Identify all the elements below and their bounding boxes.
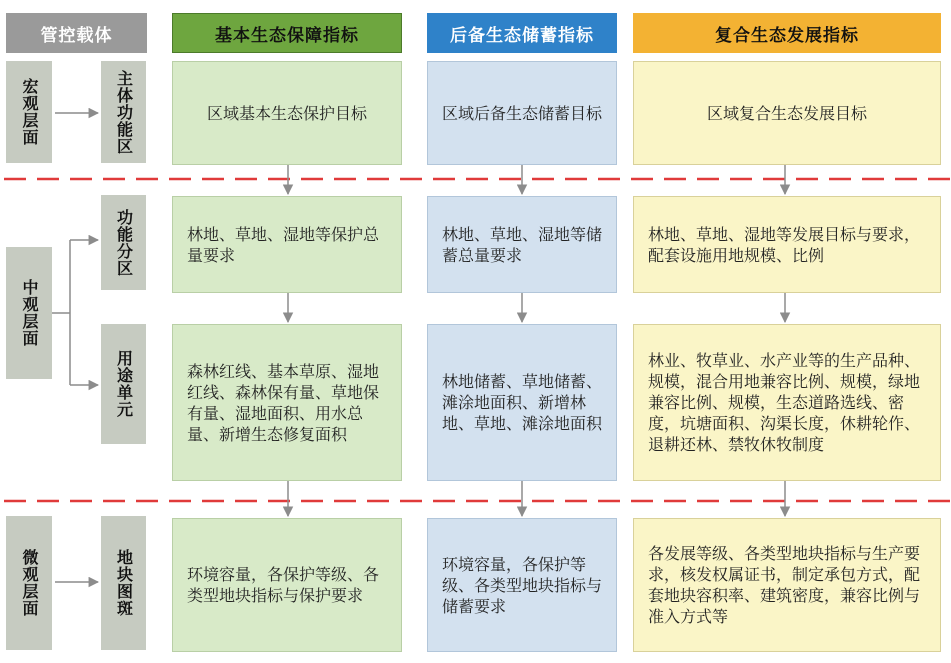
- box-zoning-composite: [633, 196, 941, 293]
- box-text: 森林红线、基本草原、湿地红线、森林保有量、草地保有量、湿地面积、用水总量、新增生态修复面积: [187, 361, 380, 444]
- sub-level-land-patch: 地块图斑: [101, 516, 146, 650]
- box-text: 林地储蓄、草地储蓄、滩涂地面积、新增林地、草地、滩涂地面积: [442, 372, 603, 433]
- box-unit-composite: [633, 324, 941, 481]
- box-macro-reserve: [427, 61, 617, 165]
- box-micro-composite: [633, 518, 941, 652]
- level-meso: 中观层面: [6, 247, 52, 379]
- box-text: 区域基本生态保护目标: [206, 103, 367, 123]
- box-text: 区域后备生态储蓄目标: [442, 103, 603, 123]
- box-micro-basic: [172, 518, 402, 652]
- box-text: 区域复合生态发展目标: [706, 103, 867, 123]
- box-zoning-reserve: [427, 196, 617, 293]
- header-control-carrier: 管控载体: [6, 13, 147, 53]
- header-reserve-indicators: 后备生态储蓄指标: [427, 13, 617, 53]
- box-micro-reserve: [427, 518, 617, 652]
- box-macro-basic: [172, 61, 402, 165]
- box-zoning-basic: [172, 196, 402, 293]
- box-text: 林地、草地、湿地等储蓄总量要求: [442, 224, 603, 265]
- box-text: 林业、牧草业、水产业等的生产品种、规模，混合用地兼容比例、规模，绿地兼容比例、规模，生态道路选线、密度，坑塘面积、沟渠长度，休耕轮作、退耕还林、禁牧休牧制度: [648, 351, 921, 454]
- level-macro: 宏观层面: [6, 61, 52, 163]
- box-text: 环境容量，各保护等级、各类型地块指标与保护要求: [187, 565, 380, 605]
- header-basic-indicators: 基本生态保障指标: [172, 13, 402, 53]
- level-micro: 微观层面: [6, 516, 52, 650]
- bracket-meso: [52, 240, 70, 385]
- sub-level-main-function-zone: 主体功能区: [101, 61, 146, 163]
- box-macro-composite: [633, 61, 941, 165]
- header-composite-indicators: 复合生态发展指标: [633, 13, 941, 53]
- box-text: 环境容量，各保护等级、各类型地块指标与储蓄要求: [442, 554, 603, 616]
- box-text: 林地、草地、湿地等发展目标与要求，配套设施用地规模、比例: [648, 224, 921, 265]
- box-unit-basic: [172, 324, 402, 481]
- box-text: 各发展等级、各类型地块指标与生产要求，核发权属证书，制定承包方式，配套地块容积率、建筑密度，兼容比例与准入方式等: [648, 544, 921, 626]
- box-text: 林地、草地、湿地等保护总量要求: [187, 224, 380, 265]
- box-unit-reserve: [427, 324, 617, 481]
- sub-level-functional-zoning: 功能分区: [101, 195, 146, 290]
- sub-level-use-unit: 用途单元: [101, 324, 146, 444]
